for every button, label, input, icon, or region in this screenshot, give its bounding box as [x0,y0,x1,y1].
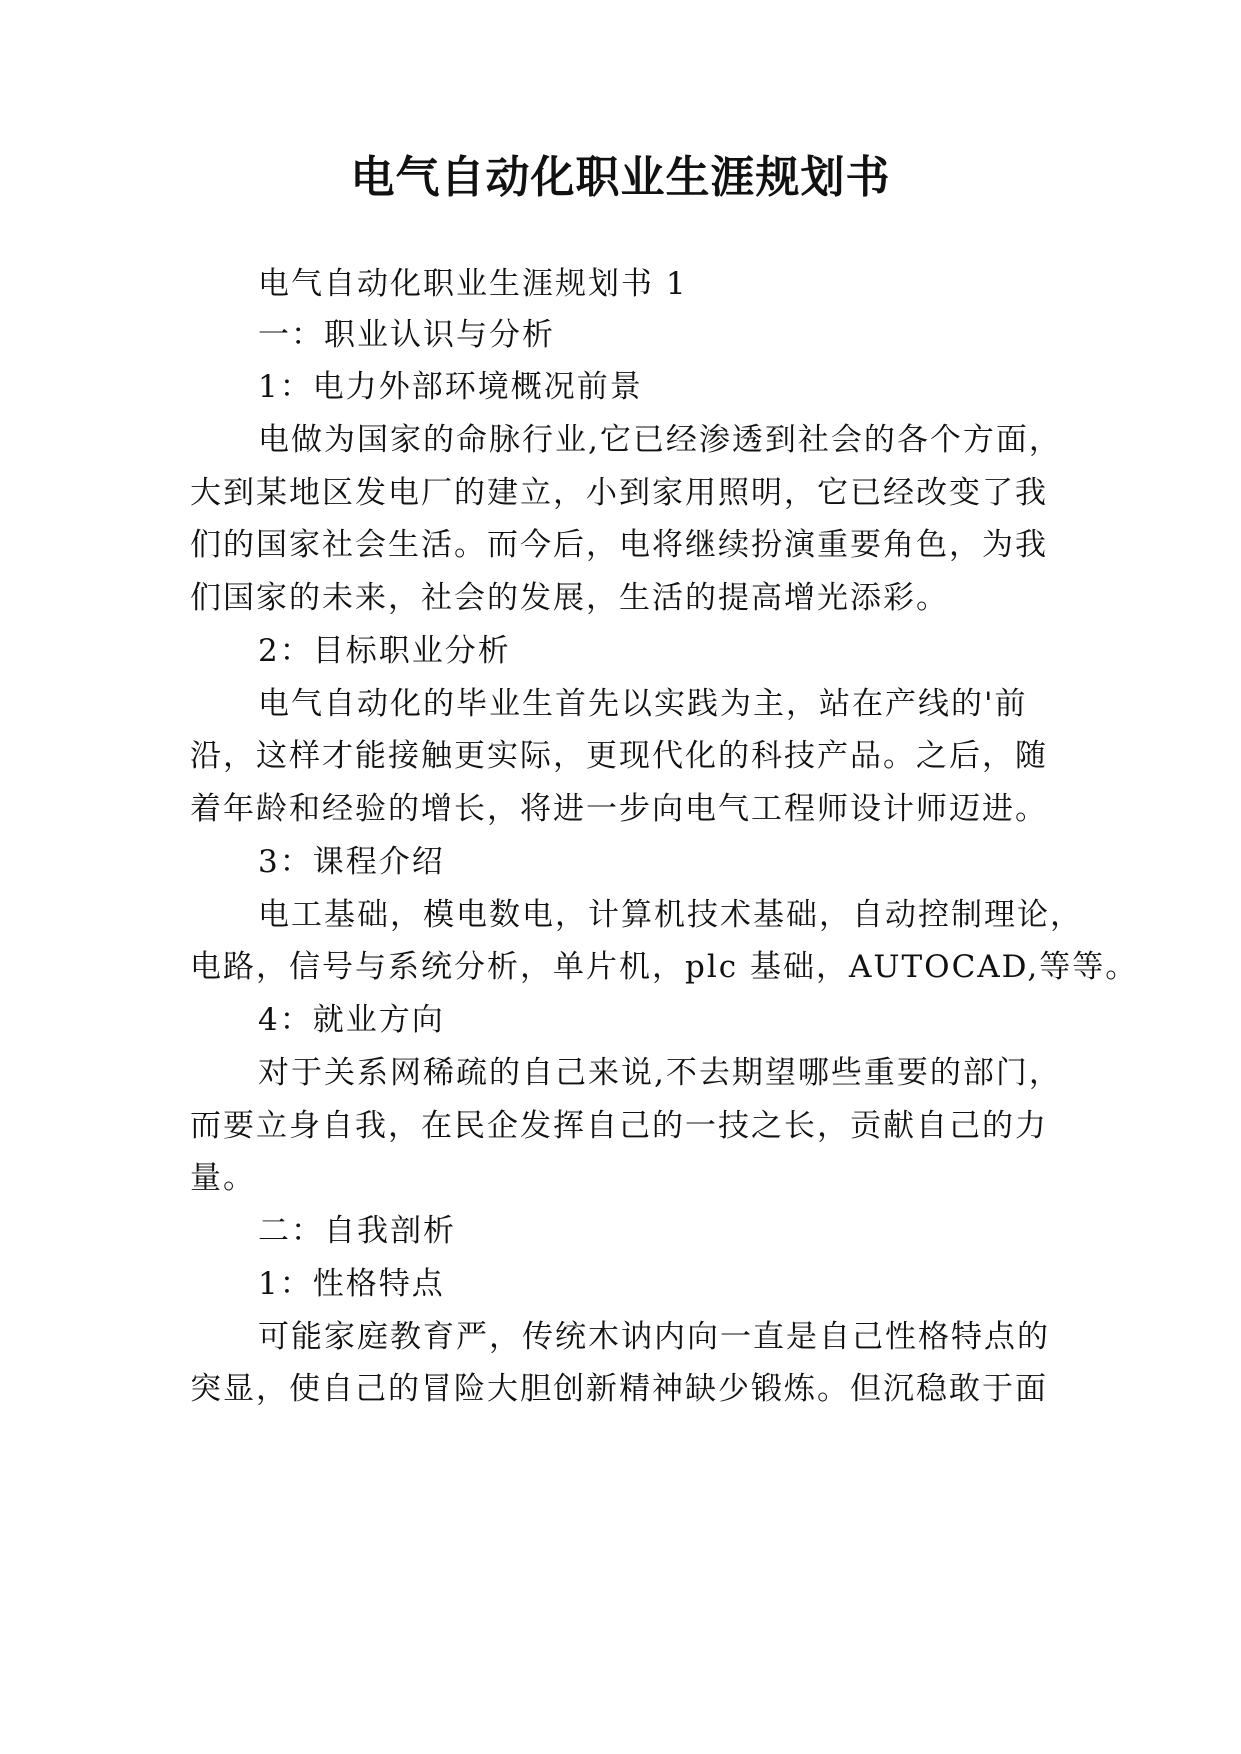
paragraph-line: 电做为国家的命脉行业,它已经渗透到社会的各个方面， [258,422,1062,458]
paragraph-line: 电路，信号与系统分析，单片机，plc 基础，AUTOCAD,等等。 [190,949,1139,985]
document-title: 电气自动化职业生涯规划书 [350,152,891,203]
subsection-heading: 2：目标职业分析 [258,633,511,669]
paragraph-line: 电气自动化的毕业生首先以实践为主，站在产线的'前 [258,686,1028,722]
section-heading: 电气自动化职业生涯规划书 1 [258,266,688,302]
paragraph-line: 电工基础，模电数电，计算机技术基础，自动控制理论， [258,897,1083,933]
paragraph-line: 们的国家社会生活。而今后，电将继续扮演重要角色，为我 [190,527,1048,563]
paragraph-line: 着年龄和经验的增长，将进一步向电气工程师设计师迈进。 [190,791,1048,827]
chapter-heading: 二：自我剖析 [258,1213,456,1249]
paragraph-line: 量。 [190,1160,256,1196]
subsection-heading: 3：课程介绍 [258,844,445,880]
subsection-heading: 4：就业方向 [258,1002,445,1038]
paragraph-line: 突显，使自己的冒险大胆创新精神缺少锻炼。但沉稳敢于面 [190,1371,1048,1407]
paragraph-line: 们国家的未来，社会的发展，生活的提高增光添彩。 [190,580,949,616]
chapter-heading: 一：职业认识与分析 [258,317,555,353]
paragraph-line: 对于关系网稀疏的自己来说,不去期望哪些重要的部门， [258,1055,1062,1091]
paragraph-line: 大到某地区发电厂的建立，小到家用照明，它已经改变了我 [190,475,1048,511]
paragraph-line: 可能家庭教育严，传统木讷内向一直是自己性格特点的 [258,1319,1050,1355]
paragraph-line: 而要立身自我，在民企发挥自己的一技之长，贡献自己的力 [190,1108,1048,1144]
paragraph-line: 沿，这样才能接触更实际，更现代化的科技产品。之后，随 [190,738,1048,774]
subsection-heading: 1：性格特点 [258,1266,445,1302]
subsection-heading: 1：电力外部环境概况前景 [258,369,643,405]
